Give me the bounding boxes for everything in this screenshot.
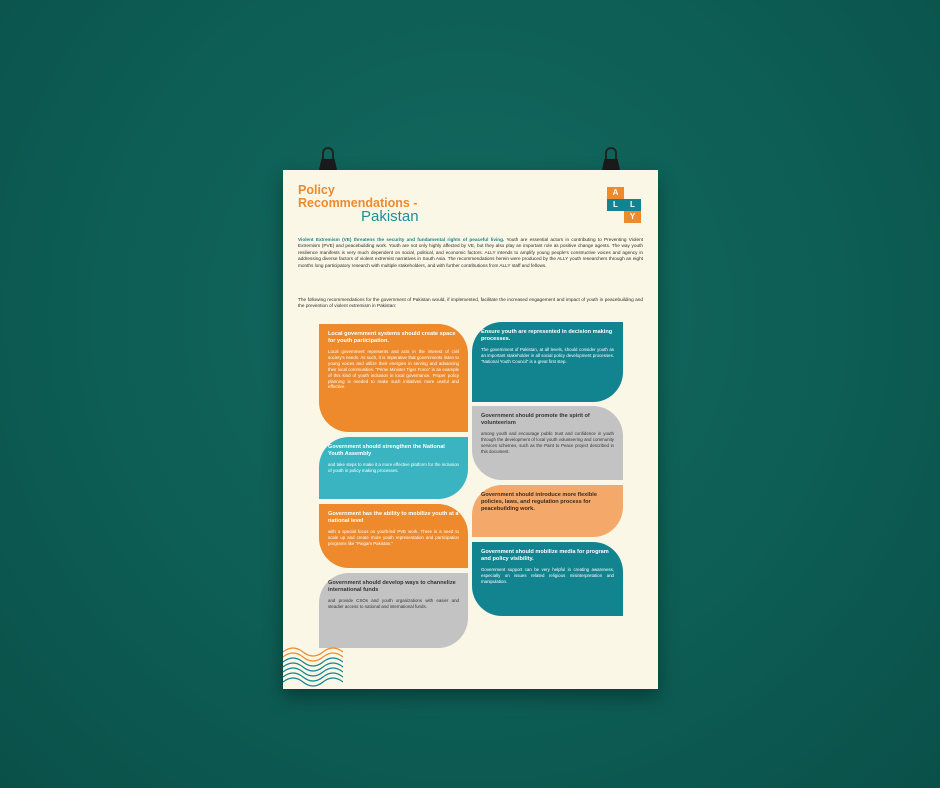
poster-title-line2: Recommendations - — [298, 196, 418, 210]
card-body: and provide CSOs and youth organizations with easier and steadier access to national and international funds. — [328, 598, 459, 609]
card-heading: Government should mobilize media for program and policy visibility. — [481, 549, 609, 562]
intro-highlight: Violent Extremism (VE) threatens the security and fundamental rights of peaceful living. — [298, 237, 505, 242]
card-heading: Local government systems should create space for youth participation. — [328, 331, 456, 344]
recommendation-card-3 — [472, 406, 623, 480]
poster-title-line1: Policy — [298, 183, 335, 197]
poster-title-line3: Pakistan — [361, 208, 419, 225]
card-heading: Government has the ability to mobilize youth at a national level — [328, 511, 459, 524]
card-body: with a special focus on youth-led PVE work. There is a need to scale up and create more youth representation and participation programs like "Paigam Pakistan." — [328, 529, 459, 546]
poster — [283, 170, 658, 689]
card-body: Government support can be very helpful in creating awareness, especially on issues related religious misinterpretation and manipulation. — [481, 567, 614, 584]
intro-text: Youth are essential actors in contributing to Preventing Violent Extremism (PVE) and peacebuilding work. Youth are not only highly affected by VE, but they also play an important role as positive change agents. The way youth resilience manifests is very much dependent on social, political, and economic factors. ALLY intends to amplify young people's constructive voices and agency in addressing diverse factors of violent extremist narratives in South Asia. The recommendations herein were produced by the ALLY youth researchers through an eight months long participatory research with multiple stakeholders, and with further contributions from ALLY staff and fellows. — [298, 237, 643, 268]
recommendation-card-7 — [472, 542, 623, 616]
card-body: The government of Pakistan, at all levels, should consider youth as an important stakeholder in all social policy development processes. "National Youth Council" is a great first step. — [481, 347, 614, 364]
card-body: Local government represents and acts in the interest of civil society's needs. As such, it is imperative that governments listen to young voices and utilize their energies in serving and advancing their local communities. "Prime Minister Tiger Force" is an example of this kind of youth inclusion in local governance. Proper policy planning is needed to make such initiatives more useful and effective. — [328, 349, 459, 390]
decorative-wave-pattern — [283, 632, 343, 687]
card-body: and take steps to make it a more effective platform for the inclusion of youth in policy making processes. — [328, 462, 459, 473]
recommendation-card-6 — [319, 504, 468, 568]
recommendation-card-1 — [319, 324, 468, 432]
card-heading: Government should introduce more flexible policies, laws, and regulation process for peacebuilding work. — [481, 492, 597, 512]
card-body: among youth and encourage public trust and confidence in youth through the development of local youth volunteering and community services schemes, such as the Paint to Peace project described in this document. — [481, 431, 614, 454]
recommendation-card-5 — [472, 485, 623, 537]
recommendation-card-2 — [472, 322, 623, 402]
card-heading: Government should strengthen the National Youth Assembly — [328, 444, 445, 457]
ally-logo: A L L Y — [607, 187, 641, 223]
intro-paragraph — [298, 237, 643, 269]
intro-paragraph-2: The following recommendations for the government of Pakistan would, if implemented, facilitate the increased engagement and impact of youth in peacebuilding and the prevention of violent extremism in Pakistan: — [298, 297, 643, 309]
recommendation-card-4 — [319, 437, 468, 499]
card-heading: Government should develop ways to channelize international funds — [328, 580, 456, 593]
card-heading: Ensure youth are represented in decision making processes. — [481, 329, 613, 342]
card-heading: Government should promote the spirit of volunteerism — [481, 413, 590, 426]
